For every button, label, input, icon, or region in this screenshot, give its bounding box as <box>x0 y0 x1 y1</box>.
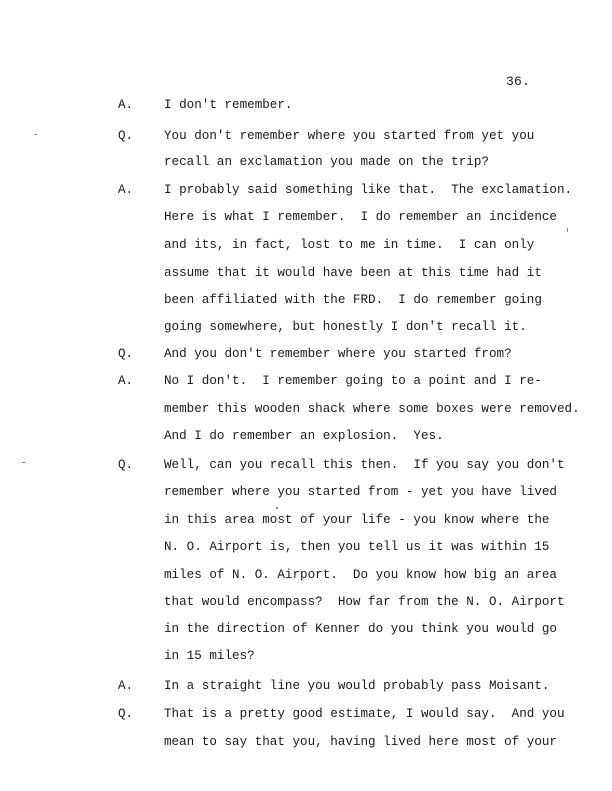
transcript-line <box>0 705 612 723</box>
line-text: going somewhere, but honestly I don't recall it. <box>164 320 527 334</box>
line-text: that would encompass? How far from the N. O. Airport <box>164 595 565 609</box>
line-text: No I don't. I remember going to a point and I re- <box>164 374 542 388</box>
transcript-line <box>0 566 612 584</box>
transcript-line <box>0 427 612 445</box>
line-text: recall an exclamation you made on the trip? <box>164 155 489 169</box>
line-text: And you don't remember where you started from? <box>164 347 512 361</box>
transcript-line <box>0 318 612 336</box>
transcript-line <box>0 372 612 390</box>
line-text: remember where you started from - yet you have lived <box>164 485 557 499</box>
line-text: in this area most of your life - you know where the <box>164 513 550 527</box>
line-text: in the direction of Kenner do you think you would go <box>164 622 557 636</box>
transcript-line <box>0 236 612 254</box>
speaker-label: A. <box>118 374 134 388</box>
line-text: That is a pretty good estimate, I would say. And you <box>164 707 565 721</box>
transcript-line <box>0 127 612 145</box>
line-text: In a straight line you would probably pass Moisant. <box>164 679 550 693</box>
transcript-line <box>0 456 612 474</box>
transcript-line <box>0 647 612 665</box>
line-text: I don't remember. <box>164 98 293 112</box>
transcript-line <box>0 181 612 199</box>
line-text: mean to say that you, having lived here most of your <box>164 735 557 749</box>
transcript-line <box>0 96 612 114</box>
line-text: Here is what I remember. I do remember an incidence <box>164 210 557 224</box>
transcript-line <box>0 153 612 171</box>
speaker-label: A. <box>118 183 134 197</box>
transcript-line <box>0 264 612 282</box>
transcript-line <box>0 345 612 363</box>
line-text: You don't remember where you started from yet you <box>164 129 535 143</box>
transcript-line <box>0 677 612 695</box>
line-text: And I do remember an explosion. Yes. <box>164 429 444 443</box>
transcript-line <box>0 511 612 529</box>
line-text: member this wooden shack where some boxes were removed. <box>164 402 580 416</box>
transcript-line <box>0 400 612 418</box>
line-text: in 15 miles? <box>164 649 255 663</box>
transcript-line <box>0 291 612 309</box>
line-text: N. O. Airport is, then you tell us it was within 15 <box>164 540 550 554</box>
line-text: I probably said something like that. The exclamation. <box>164 183 573 197</box>
speaker-label: A. <box>118 98 134 112</box>
speaker-label: Q. <box>118 458 134 472</box>
line-text: miles of N. O. Airport. Do you know how big an area <box>164 568 557 582</box>
scan-speck <box>34 134 37 135</box>
scan-speck <box>567 228 568 232</box>
line-text: and its, in fact, lost to me in time. I can only <box>164 238 535 252</box>
transcript-line <box>0 483 612 501</box>
speaker-label: A. <box>118 679 134 693</box>
transcript-line <box>0 593 612 611</box>
transcript-line <box>0 538 612 556</box>
speaker-label: Q. <box>118 347 134 361</box>
scan-speck <box>276 507 278 509</box>
transcript-line <box>0 733 612 751</box>
speaker-label: Q. <box>118 129 134 143</box>
line-text: assume that it would have been at this time had it <box>164 266 542 280</box>
scan-speck <box>22 462 25 463</box>
transcript-line <box>0 620 612 638</box>
page-number: 36. <box>506 74 531 89</box>
line-text: been affiliated with the FRD. I do remember going <box>164 293 542 307</box>
speaker-label: Q. <box>118 707 134 721</box>
transcript-line <box>0 208 612 226</box>
line-text: Well, can you recall this then. If you say you don't <box>164 458 565 472</box>
